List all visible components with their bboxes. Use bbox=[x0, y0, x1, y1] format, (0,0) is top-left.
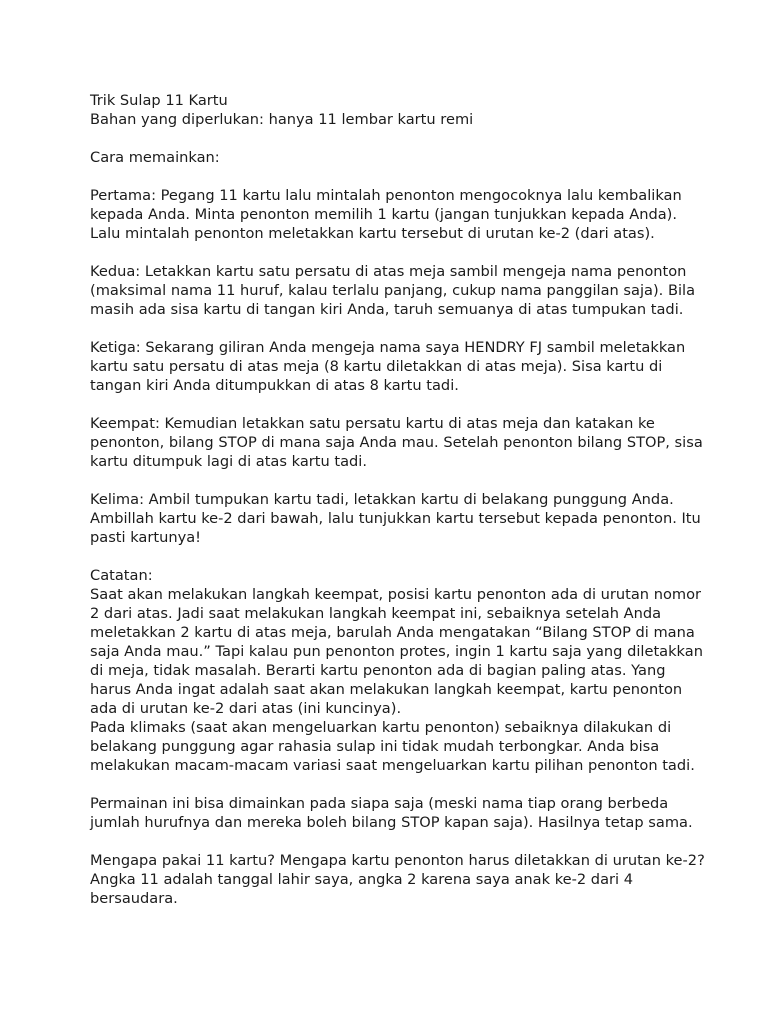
text-line: kartu ditumpuk lagi di atas kartu tadi. bbox=[90, 453, 367, 470]
text-line: bersaudara. bbox=[90, 890, 178, 907]
text-line: Kelima: Ambil tumpukan kartu tadi, letakkan kartu di belakang punggung Anda. bbox=[90, 491, 674, 508]
text-line: Pertama: Pegang 11 kartu lalu mintalah penonton mengocoknya lalu kembalikan bbox=[90, 187, 682, 204]
text-line: Angka 11 adalah tanggal lahir saya, angka 2 karena saya anak ke-2 dari 4 bbox=[90, 871, 633, 888]
text-line: jumlah hurufnya dan mereka boleh bilang STOP kapan saja). Hasilnya tetap sama. bbox=[90, 814, 693, 831]
section-heading: Catatan: bbox=[90, 567, 153, 584]
text-line: ada di urutan ke-2 dari atas (ini kuncinya). bbox=[90, 700, 402, 717]
text-line: 2 dari atas. Jadi saat melakukan langkah keempat ini, sebaiknya setelah Anda bbox=[90, 605, 662, 622]
text-line: kepada Anda. Minta penonton memilih 1 kartu (jangan tunjukkan kepada Anda). bbox=[90, 206, 677, 223]
text-line: Saat akan melakukan langkah keempat, posisi kartu penonton ada di urutan nomor bbox=[90, 586, 702, 603]
step-1-paragraph bbox=[90, 186, 700, 243]
text-line: saja Anda mau.” Tapi kalau pun penonton protes, ingin 1 kartu saja yang diletakkan bbox=[90, 643, 703, 660]
notes-paragraph-2 bbox=[90, 718, 700, 775]
closing-paragraph-1 bbox=[90, 794, 700, 832]
text-line: Pada klimaks (saat akan mengeluarkan kartu penonton) sebaiknya dilakukan di bbox=[90, 719, 672, 736]
text-line: kartu satu persatu di atas meja (8 kartu diletakkan di atas meja). Sisa kartu di bbox=[90, 358, 663, 375]
document-page bbox=[90, 91, 705, 927]
text-line: masih ada sisa kartu di tangan kiri Anda, taruh semuanya di atas tumpukan tadi. bbox=[90, 301, 684, 318]
step-3-paragraph bbox=[90, 338, 700, 395]
text-line: di meja, tidak masalah. Berarti kartu penonton ada di bagian paling atas. Yang bbox=[90, 662, 666, 679]
step-5-paragraph bbox=[90, 490, 700, 547]
text-line: melakukan macam-macam variasi saat mengeluarkan kartu pilihan penonton tadi. bbox=[90, 757, 695, 774]
text-line: Permainan ini bisa dimainkan pada siapa saja (meski nama tiap orang berbeda bbox=[90, 795, 669, 812]
section-heading: Cara memainkan: bbox=[90, 149, 220, 166]
text-line: Ketiga: Sekarang giliran Anda mengeja nama saya HENDRY FJ sambil meletakkan bbox=[90, 339, 686, 356]
text-line: Keempat: Kemudian letakkan satu persatu kartu di atas meja dan katakan ke bbox=[90, 415, 655, 432]
how-to-play-heading bbox=[90, 148, 700, 167]
closing-paragraph-2 bbox=[90, 851, 705, 908]
text-line: Ambillah kartu ke-2 dari bawah, lalu tunjukkan kartu tersebut kepada penonton. Itu bbox=[90, 510, 701, 527]
text-line: meletakkan 2 kartu di atas meja, barulah Anda mengatakan “Bilang STOP di mana bbox=[90, 624, 695, 641]
text-line: (maksimal nama 11 huruf, kalau terlalu panjang, cukup nama panggilan saja). Bila bbox=[90, 282, 696, 299]
text-line: Lalu mintalah penonton meletakkan kartu tersebut di urutan ke-2 (dari atas). bbox=[90, 225, 655, 242]
text-line: Mengapa pakai 11 kartu? Mengapa kartu penonton harus diletakkan di urutan ke-2? bbox=[90, 852, 705, 869]
materials-line: Bahan yang diperlukan: hanya 11 lembar kartu remi bbox=[90, 111, 474, 128]
text-line: belakang punggung agar rahasia sulap ini tidak mudah terbongkar. Anda bisa bbox=[90, 738, 660, 755]
text-line: tangan kiri Anda ditumpukkan di atas 8 kartu tadi. bbox=[90, 377, 459, 394]
text-line: pasti kartunya! bbox=[90, 529, 202, 546]
notes-paragraph-1 bbox=[90, 585, 703, 718]
step-2-paragraph bbox=[90, 262, 700, 319]
text-line: Kedua: Letakkan kartu satu persatu di atas meja sambil mengeja nama penonton bbox=[90, 263, 687, 280]
document-title: Trik Sulap 11 Kartu bbox=[90, 92, 228, 109]
text-line: penonton, bilang STOP di mana saja Anda mau. Setelah penonton bilang STOP, sisa bbox=[90, 434, 703, 451]
step-4-paragraph bbox=[90, 414, 703, 471]
text-line: harus Anda ingat adalah saat akan melakukan langkah keempat, kartu penonton bbox=[90, 681, 683, 698]
notes-heading bbox=[90, 566, 700, 585]
document-header bbox=[90, 91, 700, 129]
